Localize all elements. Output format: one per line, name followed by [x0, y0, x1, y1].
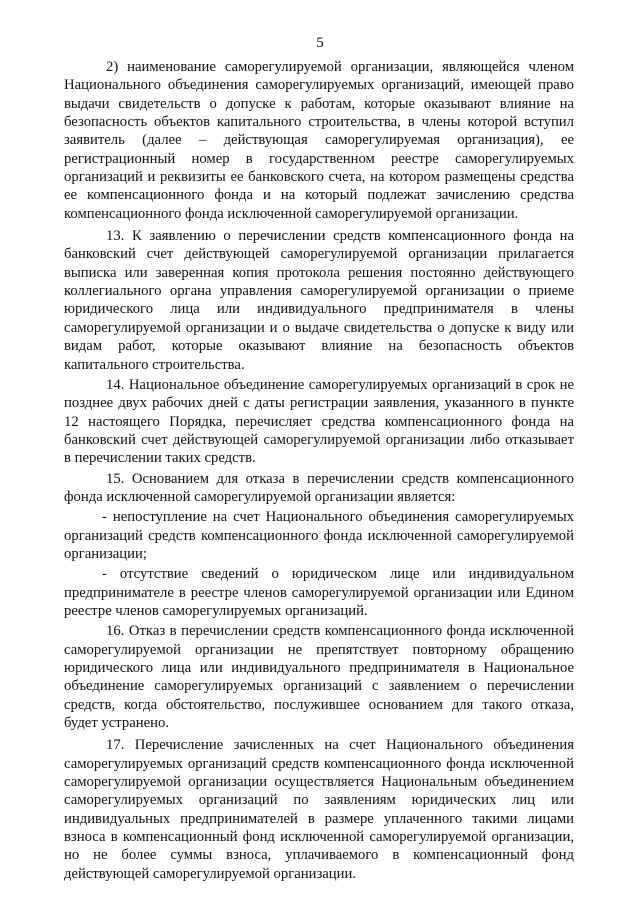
refusal-ground-no-funds: - непоступление на счет Национального объединения саморегулируемых организаций средств компенсационного фонда исключенной саморегулируемой организации; [64, 509, 574, 562]
document-body [64, 58, 574, 885]
paragraph-14-transfer-deadline: 14. Национальное объединение саморегулируемых организаций в срок не позднее двух рабочих дней с даты регистрации заявления, указанного в пункте 12 настоящего Порядка, перечисляет средства компенсационного фонда на банковский счет действующей саморегулируемой организации либо отказывает в перечислении таких средств. [64, 376, 574, 467]
paragraph-17-transfer-amount: 17. Перечисление зачисленных на счет Национального объединения саморегулируемых организаций средств компенсационного фонда исключенной саморегулируемой организации осуществляется Национальным объединением саморегулируемых организаций по заявлениям юридических лиц или индивидуальных предпринимателей в размере уплаченного такими лицами взноса в компенсационный фонд исключенной саморегулируемой организации, но не более суммы взноса, уплачиваемого в компенсационный фонд действующей саморегулируемой организации. [64, 737, 574, 882]
paragraph-item-2-recipient-sro: 2) наименование саморегулируемой организации, являющейся членом Национального объединения саморегулируемых организаций, имеющей право выдачи свидетельств о допуске к работам, которые оказывают влияние на безопасность объектов капитального строительства, в члены которой вступил заявитель (далее – действующая саморегулируемая организация), ее регистрационный номер в государственном реестре саморегулируемых организаций и реквизиты ее банковского счета, на котором размещены средства ее компенсационного фонда и на который подлежат зачислению средства компенсационного фонда исключенной саморегулируемой организации. [64, 59, 574, 222]
paragraph-13-attachments: 13. К заявлению о перечислении средств компенсационного фонда на банковский счет действующей саморегулируемой организации прилагается выписка или заверенная копия протокола решения постоянно действующего коллегиального органа управления саморегулируемой организации о приеме юридического лица или индивидуального предпринимателя в члены саморегулируемой организации и о выдаче свидетельства о допуске к виду или видам работ, которые оказывают влияние на безопасность объектов капитального строительства. [64, 228, 574, 373]
paragraph-16-repeat-application: 16. Отказ в перечислении средств компенсационного фонда исключенной саморегулируемой организации не препятствует повторному обращению юридического лица или индивидуального предпринимателя в Национальное объединение саморегулируемых организаций с заявлением о перечислении средств, когда обстоятельство, послужившее основанием для такого отказа, будет устранено. [64, 623, 574, 732]
paragraph-15-refusal-grounds: 15. Основанием для отказа в перечислении средств компенсационного фонда исключенной саморегулируемой организации является: [64, 470, 574, 505]
refusal-ground-no-registry-record: - отсутствие сведений о юридическом лице или индивидуальном предпринимателе в реестре членов саморегулируемой организации или Едином реестре членов саморегулируемых организаций. [64, 566, 574, 619]
page-number: 5 [316, 35, 324, 51]
